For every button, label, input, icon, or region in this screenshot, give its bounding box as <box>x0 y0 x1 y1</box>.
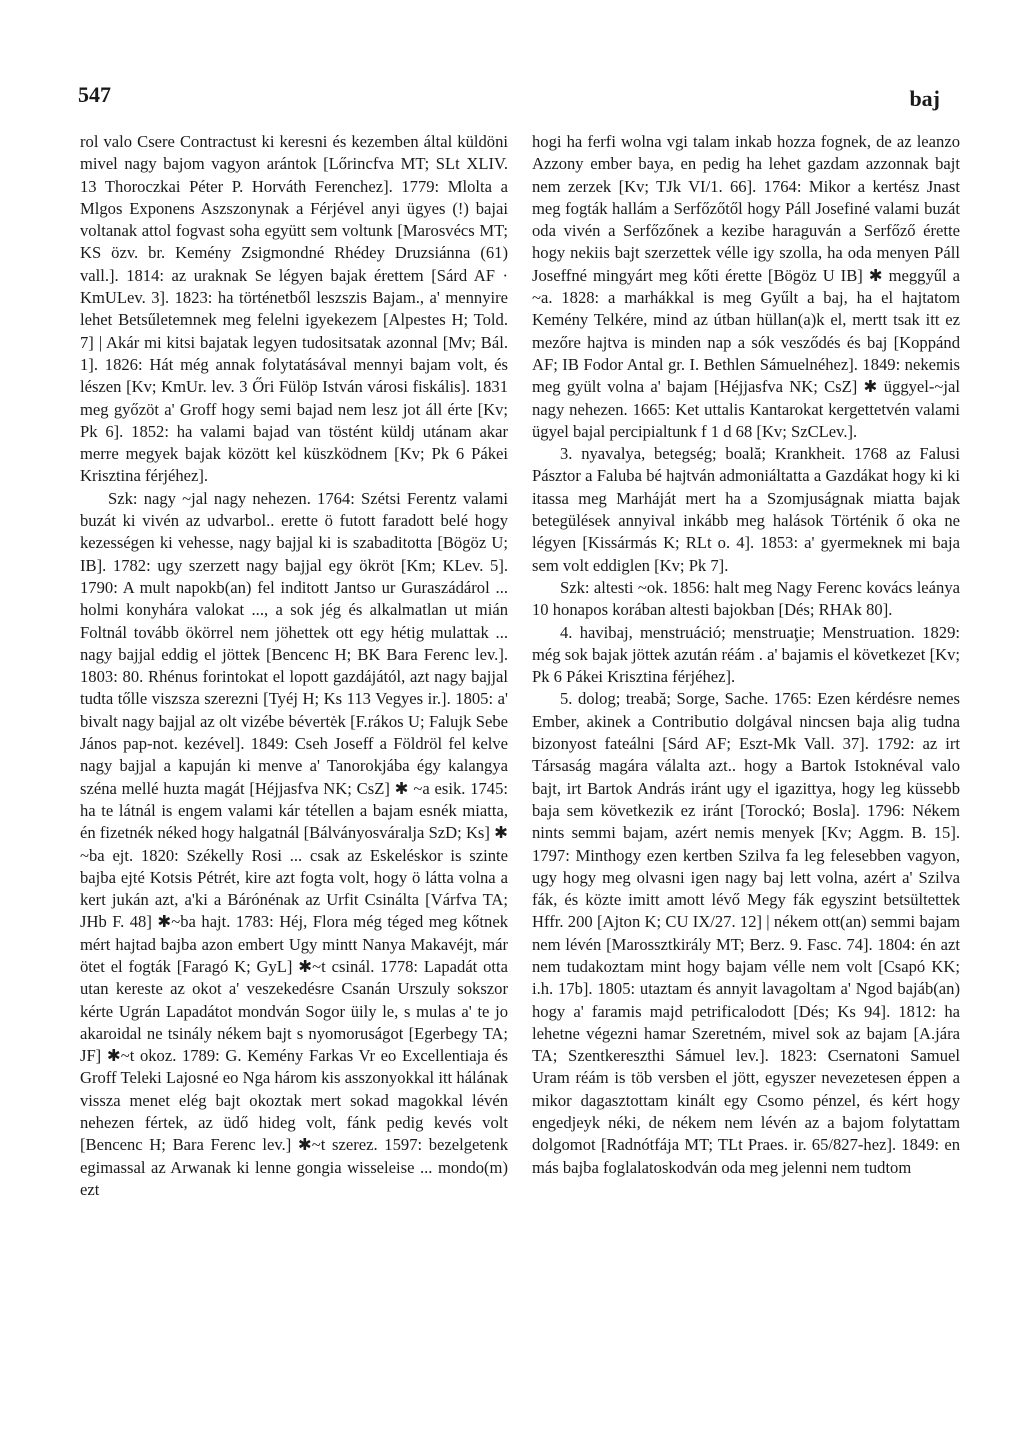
sense-5-paragraph: 5. dolog; treabă; Sorge, Sache. 1765: Ezen kérdésre nemes Ember, akinek a Contributio dolgával nincsen baja alig tudna bizonyost fateálni [Sárd AF; Eszt-Mk Vall. 37]. 1792: az irt Társaság magára válalta azt.. hogy a Bartok Istoknéval valo bajt, irt Bartok András iránt ugy el igazittya, hogy leg küssebb baja sem következik ez iránt [Torockó; Bosla]. 1796: Nékem nints semmi bajam, azért nemis menyek [Kv; Aggm. B. 15]. 1797: Minthogy ezen kertben Szilva fa leg felesebben vagyon, ugy hogy meg olvasni igen nagy baj lett volna, azért a' Szilva fák, és közte imitt amott lévő Megy fák egyszint betsültettek Hffr. 200 [Ajton K; CU IX/27. 12] | nékem ott(an) semmi bajam nem lévén [Marossztkirály MT; Berz. 9. Fasc. 74]. 1804: én azt nem tudakoztam mint hogy bajam vélle nem volt [Csapó KK; i.h. 17b]. 1805: utaztam és annyit lavagoltam a' Ngod bajáb(an) hogy a' faramis majd petrificalodott [Dés; Ks 94]. 1812: ha lehetne végezni hamar Szeretném, mivel sok az bajam [A.jára TA; Szentkereszthi Sámuel lev.]. 1823: Csernatoni Samuel Uram réám is töb versben el jött, egyszer nevezetesen éppen a mikor dagasztottam kinált egy Csomo pénzel, és kért hogy engedjeyk néki, de nékem nem lévén az a bajom folytattam dolgomot [Radnótfája MT; TLt Praes. ir. 65/827-hez]. 1849: en más bajba foglalatoskodván oda meg jelenni nem tudtom <box>532 689 960 1177</box>
page-number: 547 <box>78 82 111 107</box>
entry-paragraph: Szk: nagy ~jal nagy nehezen. 1764: Szétsi Ferentz valami buzát ki vivén az udvarbol.. erette ö futott faradott belé hogy kezességen ki vehesse, nagy bajjal ki is szabaditotta [Bögöz U; IB]. 1782: ugy szerzett nagy bajjal egy ökröt [Km; KLev. 5]. 1790: A mult napokb(an) fel inditott Jantso ur Guraszádárol ... holmi konyhára valokat ..., a sok jég és alkalmatlan ut mián Foltnál tovább ökörrel nem jöhettek ott egy hétig mulattak ... nagy bajjal eddig el jöttek [Bencenc H; BK Bara Ferenc lev.]. 1803: 80. Rhénus forintokat el lopott gazdájától, azt nagy bajjal tudta tőlle viszsza szerezni [Tyéj H; Ks 113 Vegyes ir.]. 1805: a' bivalt nagy bajjal az olt vizébe bévertėk [F.rákos U; Falujk Sebe János pap-not. kezével]. 1849: Cseh Joseff a Földröl fel kelve nagy bajjal a kapuján ki menve a' Tanorokjába égy kalangya széna mellé huzta magát [Héjjasfva NK; CsZ] ✱ ~a esik. 1745: ha te látnál is engem valami kár tétellen a bajam esnék miatta, én fizetnék néked hogy halgatnál [Bálványosváralja SzD; Ks] ✱ ~ba ejt. 1820: Székelly Rosi ... csak az Eskeléskor is szinte bajba ejté Kotsis Pétrét, kire azt fogta volt, hogy ö látta volna a kert jukán azt, a'ki a Bárónénak az Urfit Csinálta [Várfva TA; JHb F. 48] ✱~ba hajt. 1783: Héj, Flora még téged meg kőtnek mért hajtad bajba azon embert Ugy mintt Nanya Makavéjt, már ötet el fogták [Faragó K; GyL] ✱~t csinál. 1778: Lapadát otta utan kereste az okot a' veszekedésre Csanán Urszuly sokszor kérte Ugrán Lapadátot mondván Sogor üily le, s mulas a' te jo akaroidal ne tsinály nékem bajt s nyomoruságot [Egerbegy TA; JF] ✱~t okoz. 1789: G. Kemény Farkas Vr eo Excellentiaja és Groff Teleki Lajosné eo Nga három kis asszonyokkal itt hálának vissza menet elég bajt okoztak mert sokad magokkal lévén nehezen fértek, az üdő hideg volt, fánk pedig kevés volt [Bencenc H; Bara Ferenc lev.] ✱~t szerez. 1597: bezelgetenk egimassal az Arwanak ki lenne gongia wisseleise ... mondo(m) ezt <box>80 488 508 1199</box>
running-headword: baj <box>909 86 940 111</box>
entry-paragraph: rol valo Csere Contractust ki keresni és kezemben által küldöni mivel nagy bajom vagyon arántok [Lőrincfva MT; SLt XLIV. 13 Thoroczkai Péter P. Horváth Ferenchez]. 1779: Mlolta a Mlgos Exponens Aszszonynak a Férjével anyi ügyes (!) bajai voltanak attol fogvast soha együtt sem voltunk [Marosvécs MT; KS özv. br. Kemény Zsigmondné Rhédey Druzsiánna (61) vall.]. 1814: az uraknak Se légyen bajak érettem [Sárd AF · KmULev. 3]. 1823: ha történetből leszszis Bajam., a' mennyire lehet Betsűletemnek meg felelni igyekezem [Alpestes H; Told. 7] | Akár mi kitsi bajatak legyen tudositsatak azonnal [Mv; Bál. 1]. 1826: Hát még annak folytatásával mennyi bajam volt, és lészen [Kv; KmUr. lev. 3 Őri Fülöp István városi fiskális]. 1831 meg győzöt a' Groff hogy semi bajad nem lesz jot áll érte [Kv; Pk 6]. 1852: ha valami bajad van töstént küldj utánam akar merre megyek bajak között kel küszködnem [Kv; Pk 6 Pákei Krisztina férjéhez]. <box>80 132 508 486</box>
sense-3-paragraph: 3. nyavalya, betegség; boală; Krankheit. 1768 az Falusi Pásztor a Faluba bé hajtván admoniáltatta a Gazdákat hogy ki ki itassa meg Marháját mert ha a Szomjuságnak miatta bajak betegülések annyival inkább meg halások Történik ő oka ne légyen [Kissármás K; RLt o. 4]. 1853: a' gyermeknek mi baja sem volt eddiglen [Kv; Pk 7]. <box>532 444 960 575</box>
right-column <box>532 131 960 1179</box>
entry-paragraph: hogi ha ferfi wolna vgi talam inkab hozza fognek, de az leanzo Azzony ember baya, en pedig ha lehet gazdam azzonnak bajt nem zerzek [Kv; TJk VI/1. 66]. 1764: Mikor a kertész Jnast meg fogták hallám a Serfőzőtől hogy Páll Josefiné valami buzát oda vivén a Serfőzőnek a kezibe haraguván a Serfőző érette hogy nekiis bajt szerzettek vélle igy szolla, ha oda menyen Páll Joseffné mingyárt meg kőti érette [Bögöz U IB] ✱ meggyűl a ~a. 1828: a marhákkal is meg Gyűlt a baj, ha el hajtatom Kemény Telkére, mind az útban hüllan(a)k el, mertt tsak itt ez mezőre hajtva is minden nap a sók vesződés és baj [Koppánd AF; IB Fodor Antal gr. I. Bethlen Sámuelnéhez]. 1849: nekemis meg gyült volna a' bajam [Héjjasfva NK; CsZ] ✱ üggyel-~jal nagy nehezen. 1665: Ket uttalis Kantarokat kergettetvén valami ügyel bajal percipialtunk f 1 d 68 [Kv; SzCLev.]. <box>532 132 960 441</box>
sense-4-paragraph: 4. havibaj, menstruáció; menstruaţie; Menstruation. 1829: még sok bajak jöttek azután réám . a' bajamis el következet [Kv; Pk 6 Pákei Krisztina férjéhez]. <box>532 622 960 687</box>
left-column <box>80 131 508 1201</box>
entry-paragraph: Szk: altesti ~ok. 1856: halt meg Nagy Ferenc kovács leánya 10 honapos korában altesti bajokban [Dés; RHAk 80]. <box>532 577 960 620</box>
